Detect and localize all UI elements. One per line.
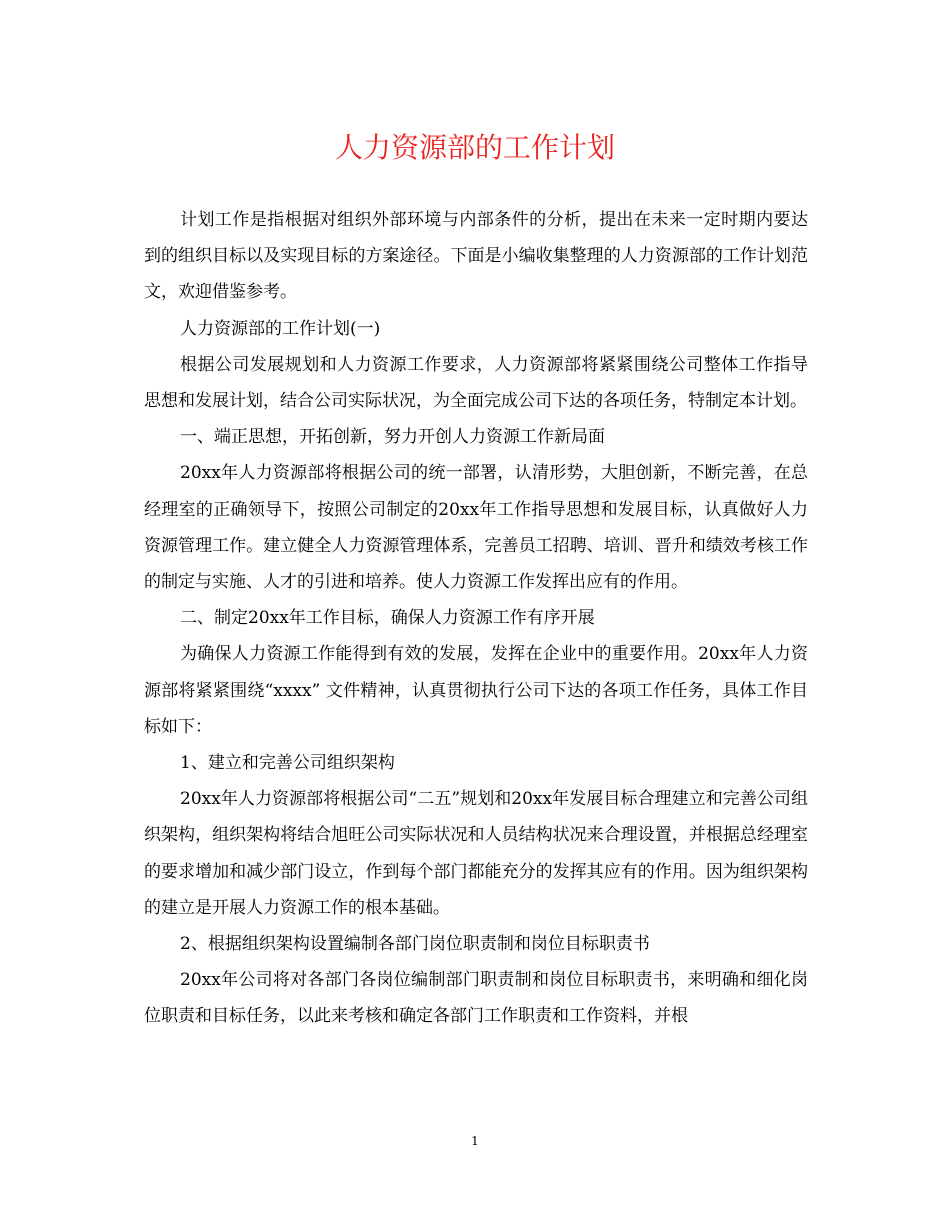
document-body <box>144 202 808 1035</box>
document-title: 人力资源部的工作计划 <box>334 131 615 164</box>
paragraph-overview: 根据公司发展规划和人力资源工作要求，人力资源部将紧紧围绕公司整体工作指导思想和发展计划，结合公司实际状况，为全面完成公司下达的各项任务，特制定本计划。 <box>144 354 808 412</box>
subheading-1: 1、建立和完善公司组织架构 <box>180 753 395 774</box>
paragraph-section-1: 20xx年人力资源部将根据公司的统一部署，认清形势，大胆创新，不断完善，在总经理室的正确领导下，按照公司制定的20xx年工作指导思想和发展目标，认真做好人力资源管理工作。建立健全人力资源管理体系，完善员工招聘、培训、晋升和绩效考核工作的制定与实施、人才的引进和培养。使人力资源工作发挥出应有的作用。 <box>144 463 808 593</box>
paragraph-section-2: 为确保人力资源工作能得到有效的发展，发挥在企业中的重要作用。20xx年人力资源部将紧紧围绕“xxxx” 文件精神，认真贯彻执行公司下达的各项工作任务，具体工作目标如下： <box>144 644 808 737</box>
paragraph-intro: 计划工作是指根据对组织外部环境与内部条件的分析，提出在未来一定时期内要达到的组织目标以及实现目标的方案途径。下面是小编收集整理的人力资源部的工作计划范文，欢迎借鉴参考。 <box>144 210 808 303</box>
section-heading-2: 二、制定20xx年工作目标，确保人力资源工作有序开展 <box>180 608 595 629</box>
section-heading-1: 一、端正思想，开拓创新，努力开创人力资源工作新局面 <box>180 427 605 448</box>
section-heading-plan-1: 人力资源部的工作计划(一) <box>180 318 381 339</box>
subheading-2: 2、根据组织架构设置编制各部门岗位职责制和岗位目标职责书 <box>180 934 650 955</box>
paragraph-subsection-1: 20xx年人力资源部将根据公司“二五”规划和20xx年发展目标合理建立和完善公司组织架构，组织架构将结合旭旺公司实际状况和人员结构状况来合理设置，并根据总经理室的要求增加和减少部门设立，作到每个部门都能充分的发挥其应有的作用。因为组织架构的建立是开展人力资源工作的根本基础。 <box>144 789 808 918</box>
paragraph-subsection-2: 20xx年公司将对各部门各岗位编制部门职责制和岗位目标职责书，来明确和细化岗位职责和目标任务，以此来考核和确定各部门工作职责和工作资料，并根 <box>144 970 808 1027</box>
page-number: 1 <box>471 1134 479 1148</box>
